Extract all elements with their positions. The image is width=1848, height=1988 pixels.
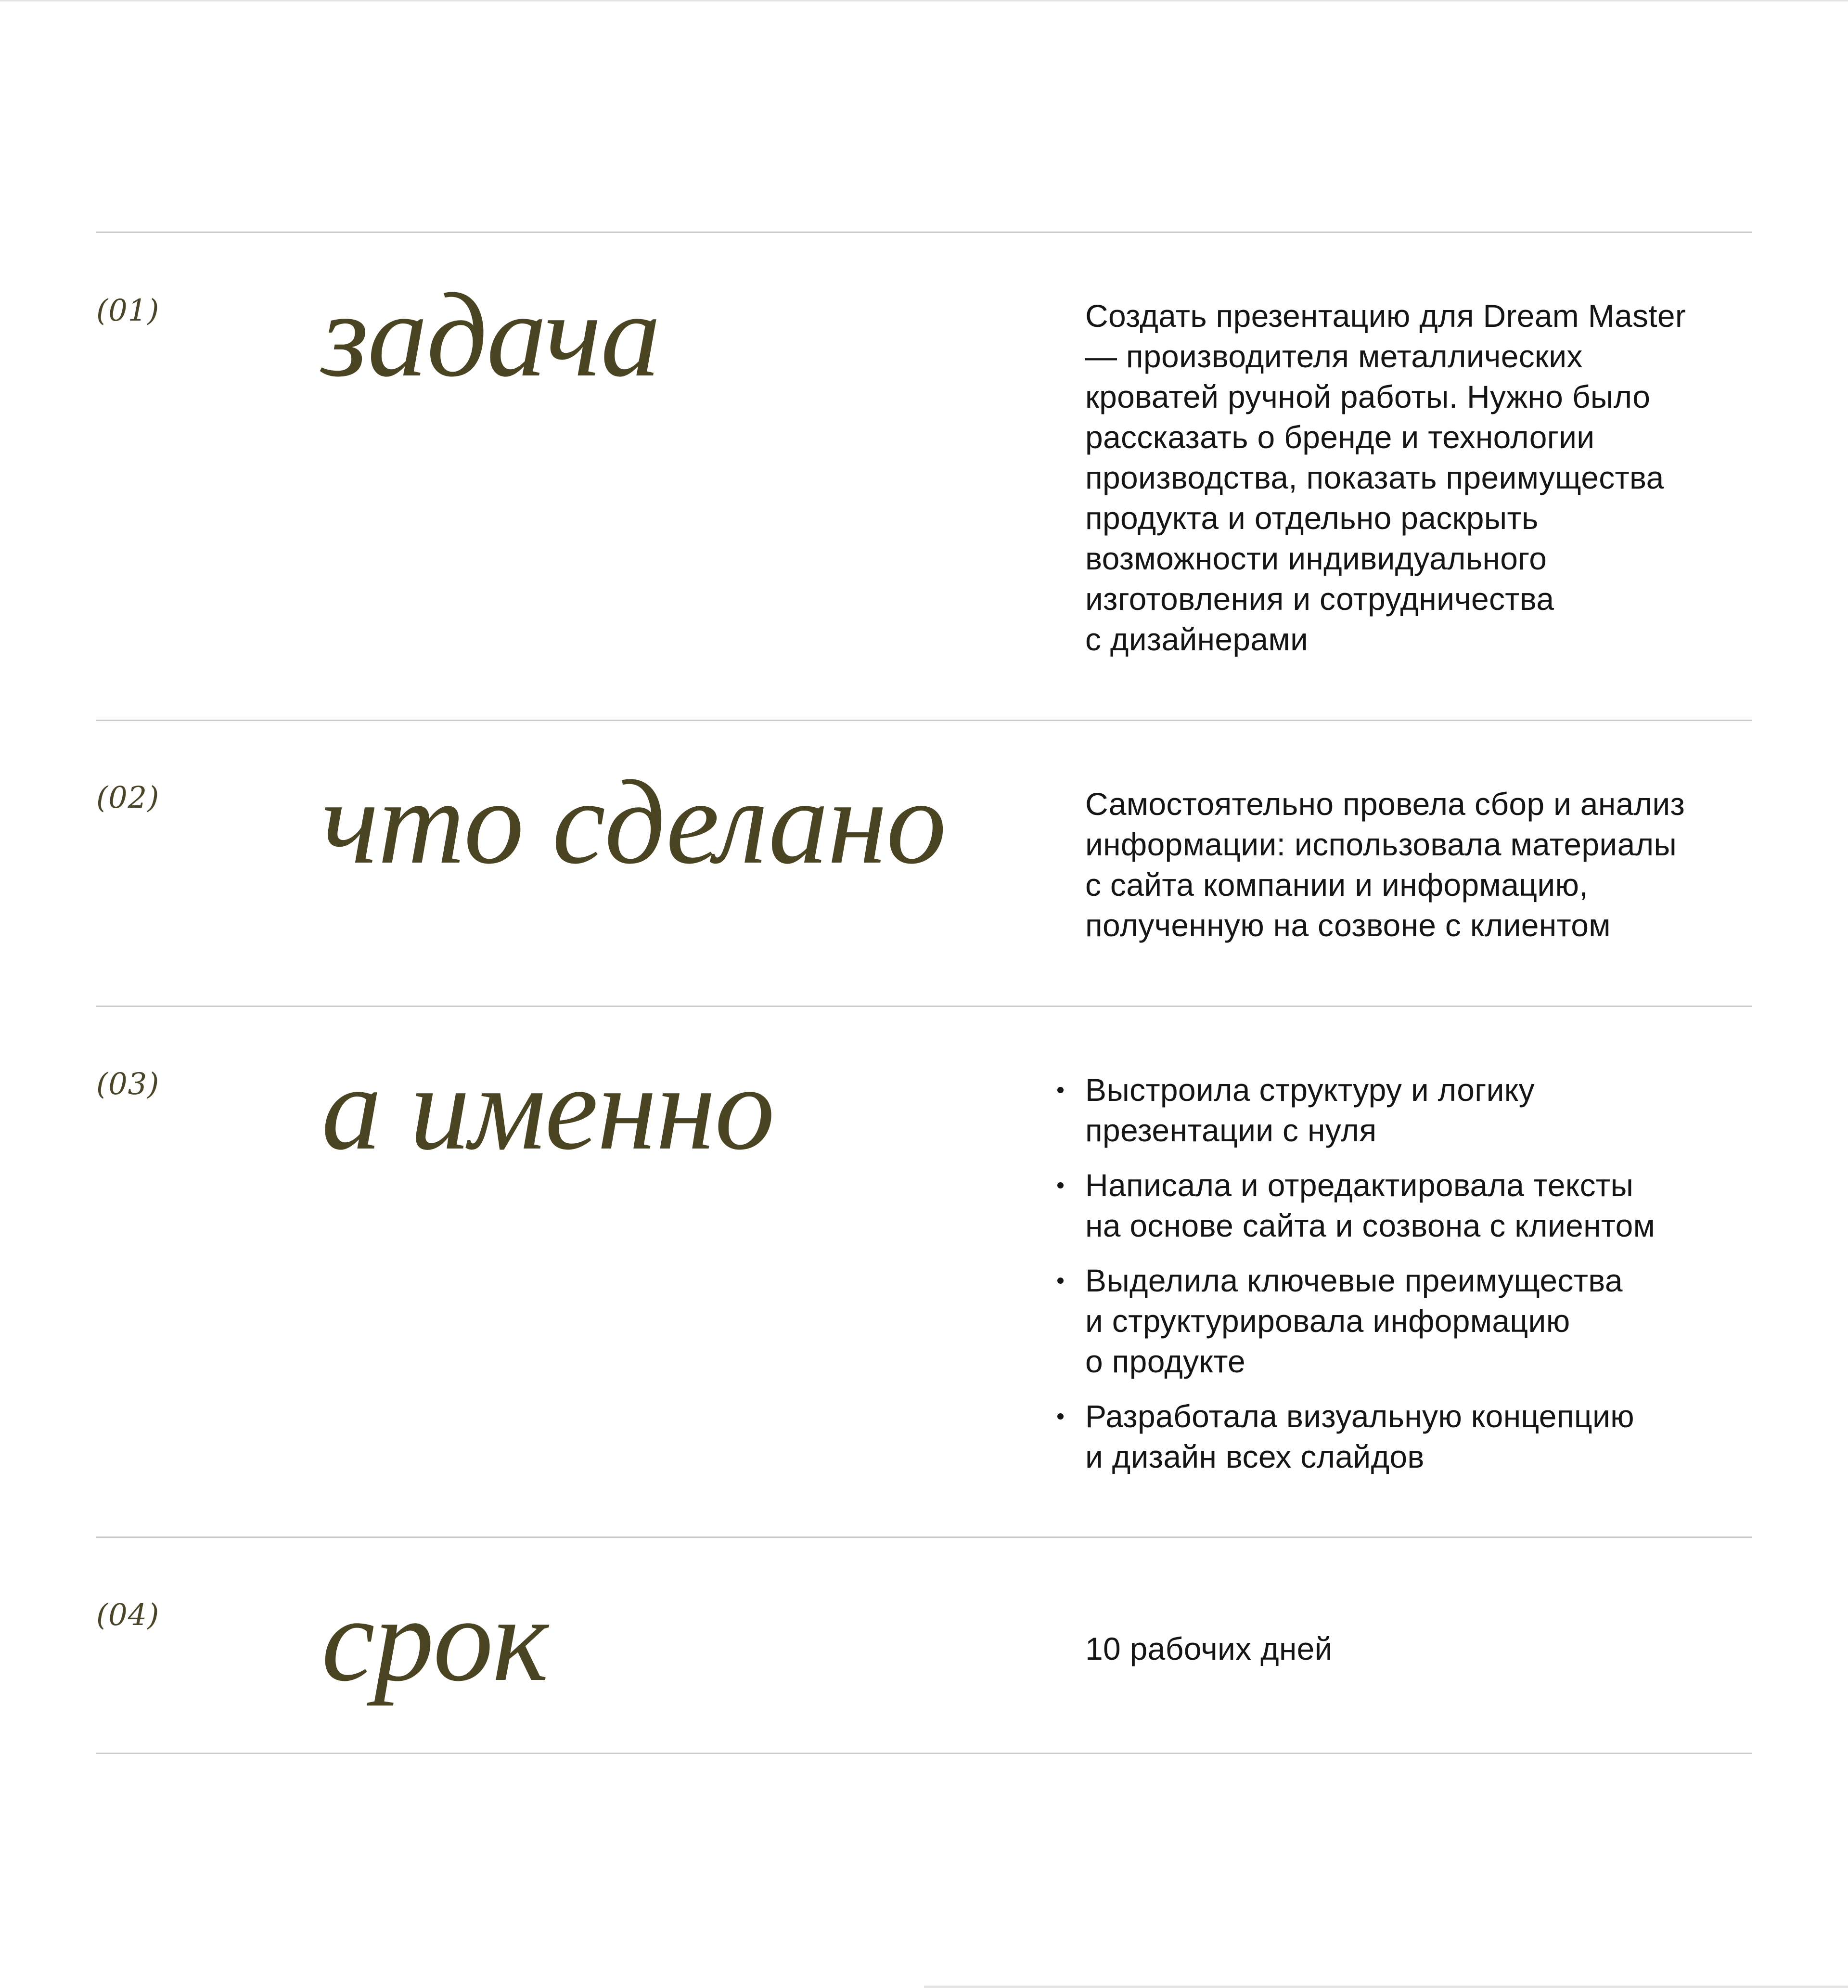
section-number: (04) [96,1597,160,1632]
section-title-term: срок [321,1573,548,1706]
list-item: Разработала визуальную концепцию и дизайн всех слайдов [1085,1396,1754,1477]
list-item: Выделила ключевые преимущества и структурировала информацию о продукте [1085,1260,1754,1381]
divider [96,1006,1752,1007]
divider [96,1753,1752,1754]
list-item: Написала и отредактировала тексты на основе сайта и созвона с клиентом [1085,1165,1754,1246]
section-number: (03) [96,1066,160,1101]
section-text-done: Самостоятельно провела сбор и анализ информации: использовала материалы с сайта компании и информацию, полученную на созвоне с клиентом [1085,786,1685,943]
section-text-term: 10 рабочих дней [1085,1631,1333,1666]
list-item: Выстроила структуру и логику презентации с нуля [1085,1070,1754,1150]
divider [96,720,1752,721]
section-title-done: что сделано [321,756,946,889]
top-border [0,0,1848,1]
section-title-task: задача [321,269,660,402]
section-number: (02) [96,780,160,815]
bottom-edge-line [924,1986,1848,1988]
section-title-namely: а именно [321,1042,774,1175]
divider [96,1536,1752,1538]
section-number: (01) [96,293,160,328]
divider [96,232,1752,233]
section-text-task: Создать презентацию для Dream Master — производителя металлических кроватей ручной работы. Нужно было рассказать о бренде и технологии производства, показать преимущества продукта и отдельно раскрыть возможности индивидуального изготовления и сотрудничества с дизайнерами [1085,298,1686,657]
bullet-list [1085,1070,1754,1491]
